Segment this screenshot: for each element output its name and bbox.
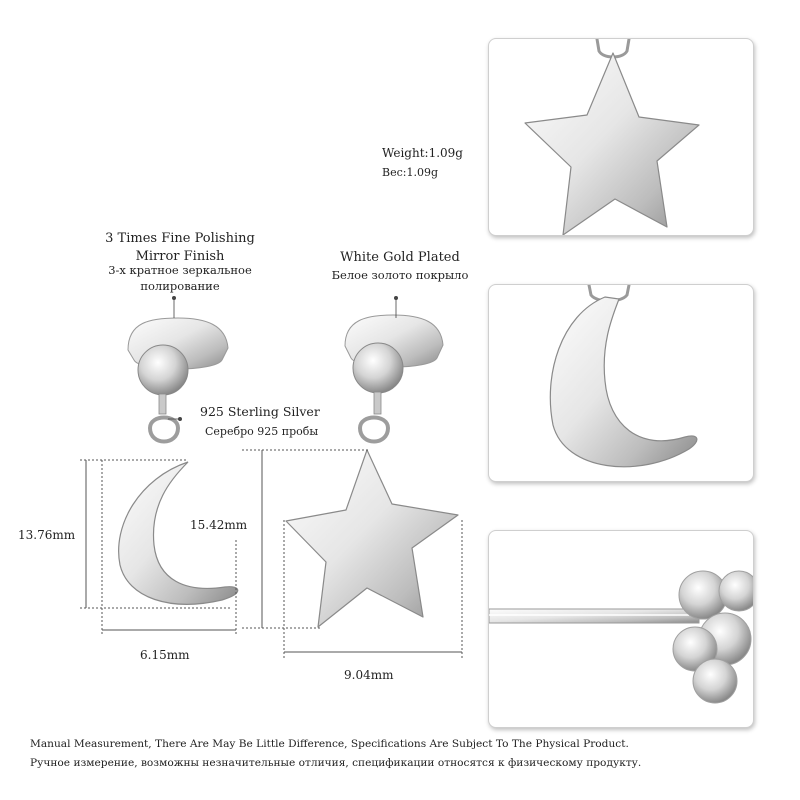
footer-disclaimer: Manual Measurement, There Are May Be Little Difference, Specifications Are Subject To The Physical Product. [30, 738, 629, 750]
plated-label-ru: Белое золото покрыло [331, 268, 469, 282]
star-pendant [286, 450, 458, 627]
moon-earring [119, 318, 238, 604]
polish-label-line1: 3 Times Fine Polishing [105, 231, 255, 246]
moon-detail-panel [488, 284, 754, 482]
moon-closeup [550, 297, 697, 467]
star-earring-ball [353, 343, 403, 393]
polish-label-ru-line1: 3-х кратное зеркальное [108, 263, 252, 277]
star-width-dimension: 9.04mm [344, 668, 394, 682]
footer-disclaimer-ru: Ручное измерение, возможны незначительные отличия, спецификации относятся к физическому продукту. [30, 757, 642, 769]
earring-post-closeup [489, 609, 699, 623]
weight-label: Weight:1.09g [382, 146, 463, 160]
star-earring-post [374, 392, 381, 414]
moon-earring-jumpring [150, 418, 178, 442]
star-height-dimension: 15.42mm [190, 518, 248, 532]
polish-label [70, 230, 290, 266]
post-detail-panel [488, 530, 754, 728]
silver-label: 925 Sterling Silver [200, 404, 320, 419]
moon-earring-post [159, 394, 166, 414]
earring-back-closeup [673, 571, 753, 703]
star-closeup [525, 53, 699, 235]
moon-height-dimension: 13.76mm [18, 528, 76, 542]
weight-label-ru: Вес:1.09g [382, 166, 438, 179]
moon-width-dimension: 6.15mm [140, 648, 190, 662]
star-earring [286, 315, 458, 627]
plated-label: White Gold Plated [340, 250, 460, 265]
polish-label-ru-line2: полирование [140, 279, 220, 293]
moon-earring-ball [138, 345, 188, 395]
polish-label-line2: Mirror Finish [135, 249, 225, 264]
star-earring-jumpring [360, 418, 388, 442]
moon-pendant [119, 462, 238, 604]
silver-label-ru: Серебро 925 пробы [205, 425, 319, 438]
star-detail-panel [488, 38, 754, 236]
polish-label-ru [70, 262, 290, 294]
